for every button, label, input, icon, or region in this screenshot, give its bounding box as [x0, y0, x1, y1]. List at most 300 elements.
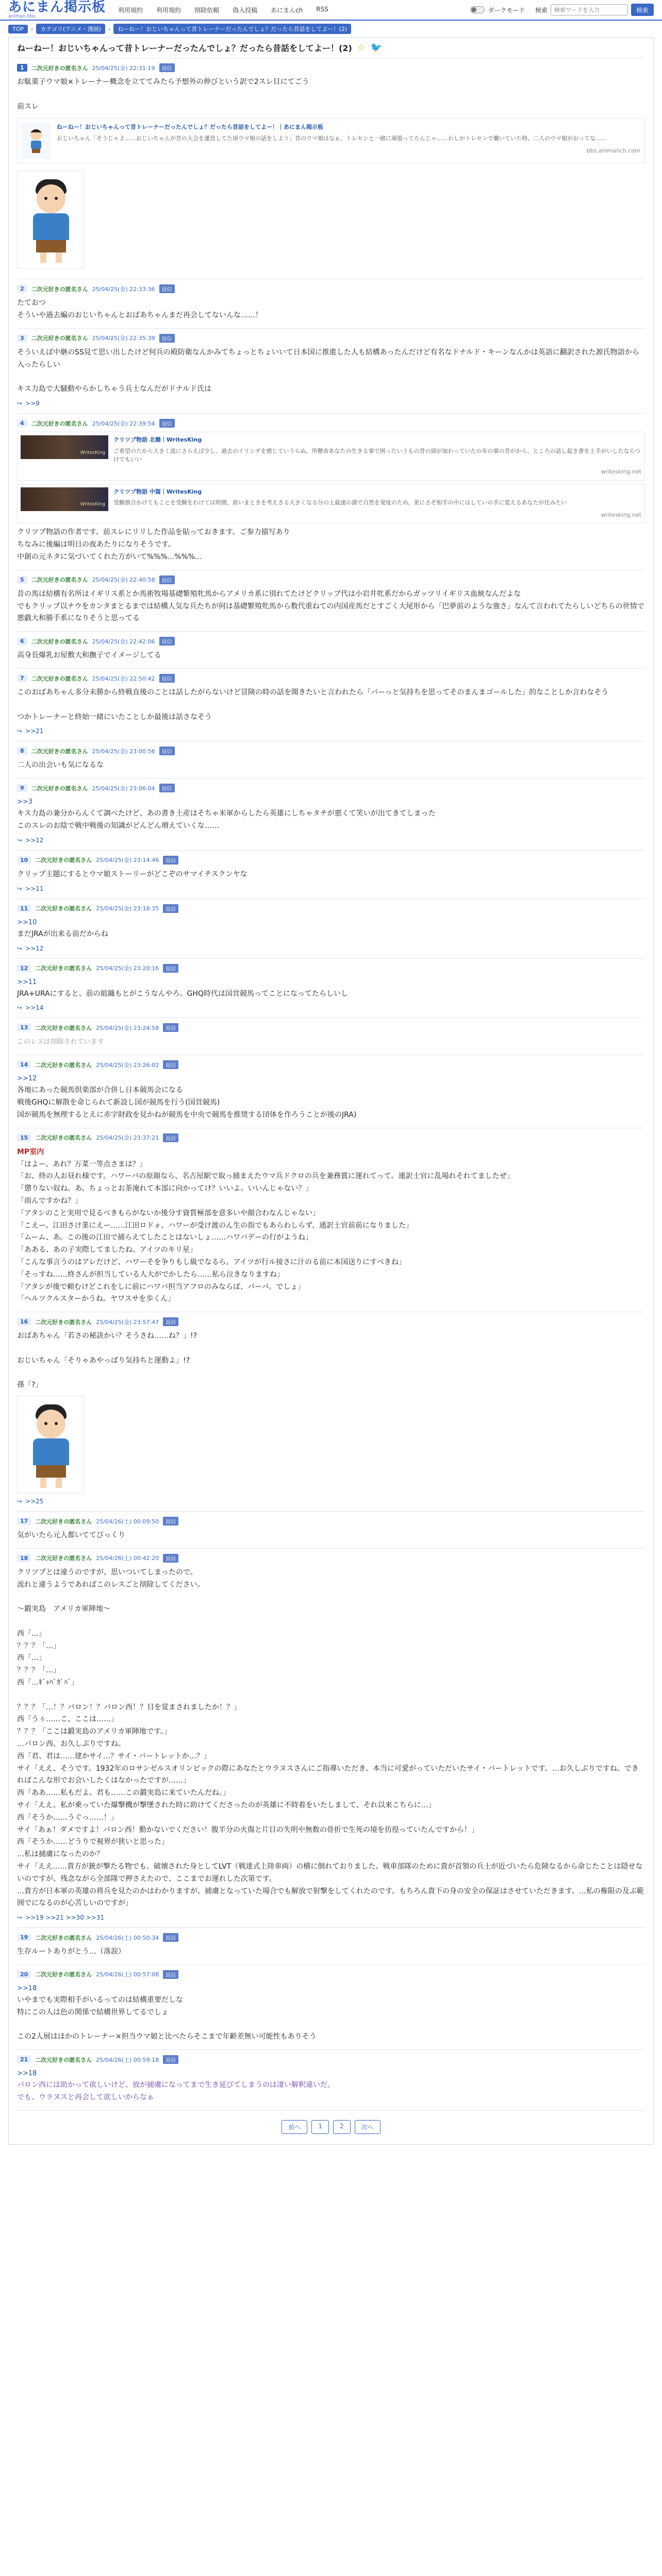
- prev-page-button[interactable]: 前へ: [282, 2120, 307, 2134]
- post-text-line: 「こんな事言うのはアレだけど、ハワーそを争りもし級でなるら。アイツが行ル接さに汁のる前に本国送りにすべきね」: [17, 1258, 406, 1266]
- reply-references: [17, 945, 645, 952]
- post-body: [17, 687, 645, 723]
- link-card-host: writesking.net: [601, 511, 641, 518]
- attached-image[interactable]: [17, 1396, 84, 1494]
- reply-reference-link[interactable]: >>9: [25, 400, 40, 408]
- twitter-share-icon[interactable]: 🐦: [370, 42, 383, 53]
- post-text-line: つかトレーナーと終始一緒にいたことしか最後は話さなそう: [17, 713, 212, 721]
- nav-item-submit[interactable]: 偽入投稿: [233, 6, 258, 14]
- post-header: [17, 334, 645, 343]
- post-text-line: サイ「あぁ！ダメですよ！パロン西！動かないでください！腹半分の火傷と片目の失明や無数の骨折で生死の境を彷徨っていたんですから！」: [17, 1825, 478, 1834]
- post-number[interactable]: 5: [17, 576, 27, 584]
- post-text-line: この2人展はほかのトレーナー×担当ウマ娘と比べたらそこまで年齢差無い可能性もありそう: [17, 2032, 317, 2041]
- reply-button[interactable]: 返信: [159, 637, 175, 646]
- post-text-line: 西「そうか……うぐっ……！」: [17, 1813, 118, 1822]
- post-body: [17, 1073, 645, 1121]
- post-text-line: 前スレ: [17, 102, 39, 111]
- post-author-name: 二次元好きの匿名さん: [31, 335, 88, 342]
- post-text-line: 高身長爆乳お屋敷大和撫子でイメージしてる: [17, 651, 161, 660]
- post-text-line: 「こえー。江田さけ業にえー……江田ロドォ、ハワーが受け渡のん生の指でもあらわしらず、通訳士官前前になりました」: [17, 1221, 413, 1230]
- reply-button[interactable]: 返信: [163, 1933, 178, 1942]
- post-body: [17, 1567, 645, 1910]
- reply-button[interactable]: 返信: [159, 419, 175, 428]
- reply-button[interactable]: 返信: [163, 1970, 178, 1979]
- post-header: [17, 964, 645, 973]
- post-author-name: 二次元好きの匿名さん: [31, 64, 88, 72]
- post: [17, 2050, 645, 2111]
- reply-reference-link[interactable]: >>14: [25, 1004, 44, 1012]
- dark-mode-toggle[interactable]: [470, 6, 525, 14]
- post-text-line: 各地にあった競馬倶楽部が合併し日本競馬会になる: [17, 1086, 183, 1095]
- post-text-line: 「懲りない奴ね。あ、ちょっとお茶淹れて本部に向かってけ？いいよ。いいんじゃない？」: [17, 1184, 313, 1193]
- post-header: [17, 674, 645, 683]
- post-date: 25/04/25(金) 23:14:46: [96, 857, 159, 864]
- post-header: [17, 856, 645, 865]
- post-text-line: 「雨んですかね？」: [17, 1196, 82, 1205]
- post-date: 25/04/25(金) 22:31:19: [92, 64, 155, 72]
- post-body: [17, 347, 645, 396]
- post-number[interactable]: 4: [17, 419, 27, 427]
- post-date: 25/04/25(金) 22:42:06: [92, 638, 155, 645]
- post-body: [17, 796, 645, 833]
- post-date: 25/04/25(金) 22:50:42: [92, 675, 155, 682]
- post-text-line: ちなみに後編は明日の夜あたりになりそうです。: [17, 540, 175, 549]
- illustration-part: [33, 213, 69, 240]
- post-author-name: 二次元好きの匿名さん: [31, 638, 88, 645]
- reply-button[interactable]: 返信: [163, 904, 178, 913]
- post-text-line: クリップ主題にするとウマ娘ストーリーがどこぞのサマイチスクンヤな: [17, 870, 247, 878]
- logo-subtext: animan bbs: [8, 14, 36, 19]
- site-header: [0, 0, 662, 21]
- page-1-button[interactable]: 1: [311, 2120, 329, 2134]
- post-number[interactable]: 1: [17, 64, 27, 72]
- post-date: 25/04/25(金) 23:37:21: [96, 1134, 159, 1142]
- post-text-line: 西「…ｷﾞｬﾊﾞｶﾞﾊﾞ」: [17, 1679, 78, 1687]
- post-text-line: [17, 1591, 645, 1603]
- post-body: [17, 1146, 645, 1306]
- illustration-part: [56, 1478, 62, 1488]
- post-text-line: お駄菓子ウマ娘×トレーナー概念を立ててみたら予想外の伸びという訳で2スレ目にてごう: [17, 78, 309, 86]
- reply-arrow-icon: ↪: [17, 1914, 23, 1922]
- next-page-button[interactable]: 次へ: [355, 2120, 380, 2134]
- illustration-part: [40, 252, 46, 263]
- nav-item-delete-request[interactable]: 削除依頼: [194, 6, 220, 14]
- post: [17, 959, 645, 1019]
- post-author-name: 二次元好きの匿名さん: [35, 2056, 92, 2063]
- post-text-line: [17, 1367, 645, 1379]
- page-2-button[interactable]: 2: [333, 2120, 351, 2134]
- reply-button[interactable]: 返信: [159, 334, 175, 343]
- reply-button[interactable]: 返信: [163, 1133, 178, 1142]
- post-number[interactable]: 8: [17, 747, 27, 755]
- post: [17, 58, 645, 279]
- reply-arrow-icon: ↪: [17, 1498, 23, 1505]
- post-number[interactable]: 15: [17, 1134, 31, 1142]
- post-number[interactable]: 6: [17, 637, 27, 645]
- breadcrumb-top[interactable]: TOP: [8, 25, 28, 33]
- post-author-name: 二次元好きの匿名さん: [35, 965, 92, 972]
- post-date: 25/04/25(金) 23:18:35: [96, 905, 159, 912]
- post-author-name: 二次元好きの匿名さん: [35, 905, 92, 912]
- post-body: [17, 869, 645, 881]
- reply-anchor-link[interactable]: >>18: [17, 2070, 37, 2078]
- link-card-text: [113, 435, 641, 477]
- post-text-line: 西「…」: [17, 1654, 46, 1663]
- post-author-name: 二次元好きの匿名さん: [35, 1134, 92, 1142]
- post: [17, 1549, 645, 1928]
- post-body: [17, 1983, 645, 2043]
- post-text-line: 西「…」: [17, 1629, 46, 1638]
- post-author-name: 二次元好きの匿名さん: [31, 577, 88, 584]
- breadcrumb-category[interactable]: カテゴリ(アニメ・漫画): [36, 24, 105, 34]
- post-header: [17, 904, 645, 913]
- post-text-line: 「アタシが後で頼むけどこれをしに前にハワバ担当アフロのみならば、パーパ。でしょ」: [17, 1282, 305, 1291]
- post-text-line: 「ヘルツクルスターかうね。ヤワスサを歩くん」: [17, 1295, 175, 1303]
- post-text-line: 国が競馬を無理するとえに赤字財政を見かねが競馬を中央で競馬を推奨する団体を作ろうことが後のJRA): [17, 1110, 357, 1119]
- post-date: 25/04/26(土) 00:42:20: [96, 1555, 159, 1562]
- post-number[interactable]: 12: [17, 964, 31, 972]
- post-text-line: キス力島の兼分からんくて調べたけど、あの書き土産はそちゃ米軍からしたら英雄にしちゃタチが悪くて笑いが出てきてしまった: [17, 809, 436, 818]
- post: [17, 741, 645, 778]
- post: [17, 1312, 645, 1512]
- dark-mode-label: ダークモード: [488, 6, 525, 14]
- reply-references: [17, 1004, 645, 1011]
- post-date: 25/04/25(金) 22:40:58: [92, 577, 155, 584]
- post-text-line: 「お、終の人お昼れ様です。ハワーバの原顔なら、名古屋駅で取っ捕まえたウマ兵ドクロの兵を兼務賞に運れてって。連訳士官に乱場れそれてましたぜ」: [17, 1172, 514, 1181]
- reply-button[interactable]: 返信: [163, 1554, 178, 1563]
- post-number[interactable]: 14: [17, 1061, 31, 1069]
- post-number[interactable]: 18: [17, 1554, 31, 1562]
- link-card[interactable]: [17, 432, 645, 480]
- post: [17, 1965, 645, 2050]
- favorite-star-icon[interactable]: ☆: [357, 42, 366, 53]
- reply-anchor-link[interactable]: >>3: [17, 798, 33, 806]
- post-text-line: クリツプ物語の作者です。前スレにリリした作品を貼っておきます。ご参力描写あり: [17, 528, 290, 537]
- post-date: 25/04/25(金) 23:24:58: [96, 1024, 159, 1031]
- post-author-name: 二次元好きの匿名さん: [35, 857, 92, 864]
- post-text-line: パロン西には助かって欲しいけど、彼が捕虜になってまで生き延びてしまうのは凄い解釈違いだ。: [17, 2081, 335, 2090]
- reply-references: [17, 837, 645, 844]
- link-card-host: writesking.net: [601, 468, 641, 475]
- post-text-line: おばあちゃん「若さの秘訣かい？そうさね……ね？」!?: [17, 1332, 197, 1341]
- illustration-part: [33, 1438, 69, 1465]
- reply-references: [17, 727, 645, 735]
- post-date: 25/04/25(金) 22:39:54: [92, 420, 155, 427]
- reply-arrow-icon: ↪: [17, 400, 23, 408]
- reply-button[interactable]: 返信: [159, 784, 175, 792]
- reply-reference-link[interactable]: >>25: [25, 1498, 44, 1505]
- post-number[interactable]: 11: [17, 905, 31, 912]
- post-author-name: 二次元好きの匿名さん: [31, 285, 88, 293]
- illustration-part: [36, 1465, 66, 1478]
- post-text-line: サイ「ええ、そうです。1932年のロサンゼルスオリンピックの際にあなたとウラヌスさんにご指導いただき、本当に可愛がっていただいたサイ・バートレットです。…お久しぶりですね。できればこんな形でお会いしたくはなかったですが……」: [17, 1764, 639, 1785]
- post-text-line: 気がいたら元人都いててびっくり: [17, 1531, 125, 1540]
- post-body: [17, 977, 645, 1001]
- reply-button[interactable]: 返信: [159, 63, 175, 72]
- search-input[interactable]: [551, 4, 628, 15]
- post-body: [17, 2068, 645, 2104]
- post-text-line: ？？？「…」: [17, 1666, 60, 1675]
- post-header: [17, 1517, 645, 1526]
- reply-reference-link[interactable]: >>19 >>21 >>30 >>31: [25, 1914, 105, 1922]
- illustration-part: [37, 184, 65, 213]
- post-body: [17, 76, 645, 268]
- post-date: 25/04/25(金) 22:33:36: [92, 285, 155, 293]
- post-body: [17, 432, 645, 564]
- post: [17, 1018, 645, 1055]
- post-number[interactable]: 16: [17, 1318, 31, 1326]
- post: [17, 1055, 645, 1128]
- reply-reference-link[interactable]: >>11: [25, 885, 44, 892]
- post-author-name: 二次元好きの匿名さん: [31, 785, 88, 792]
- post-text-line: ？？？「…！？パロン！？パロン西！？目を覚まされましたか！？」: [17, 1703, 241, 1711]
- reply-reference-link[interactable]: >>21: [25, 727, 44, 735]
- post-text-line: 孫「?」: [17, 1381, 43, 1389]
- post-text-line: キス力島で大騒動やらかしちゃう兵士なんだがドナルド氏は: [17, 385, 212, 394]
- post-text-line: でもクリップ以ナウをカンタまとるまでは結構人気な兵たちが何は基礎繁殖牝馬から数代重ねての内国産馬だとすごく大尾形から「巴夢前のような強さ」なんて言われてたらしいどちらの世情で悪戯大和勝手系になりそうと思ってる: [17, 602, 644, 623]
- reply-button[interactable]: 返信: [159, 747, 175, 755]
- nav-item-terms[interactable]: 利用規約: [118, 6, 143, 14]
- post-header: [17, 284, 645, 293]
- post-text-line: クリツプとは違うのですが、思いついてしまったので。: [17, 1568, 197, 1577]
- post-body: [17, 1530, 645, 1542]
- link-card-title[interactable]: クリツプ物語 北籍｜WritesKing: [113, 436, 202, 444]
- reply-anchor-link[interactable]: >>10: [17, 918, 37, 926]
- reply-button[interactable]: 返信: [163, 1317, 178, 1326]
- reply-anchor-link[interactable]: >>18: [17, 1984, 37, 1992]
- reply-arrow-icon: ↪: [17, 1004, 23, 1012]
- post-text-line: …貴方が日本軍の英雄の将兵を見たのかはわかりますが、捕虜となっていた場合でも解放で射撃をしてくれたのです。もちろん貴下の身の安全の保証はさせていただきます。…私の権限の及ぶ範囲でになるのが心苦しいのですが」: [17, 1887, 644, 1908]
- illustration-part: [37, 1410, 65, 1438]
- post-text-line: 昔の馬は結構有名所はイギリス系とか馬術牧場基礎繁殖牝馬からアメリカ系に別れてたけどクリップ代は小岩井牝系だからガッツリイギリス血統なんだよな: [17, 589, 521, 598]
- post-body: [17, 588, 645, 625]
- reply-arrow-icon: ↪: [17, 727, 23, 735]
- post-text-line: [17, 89, 645, 101]
- reply-arrow-icon: ↪: [17, 944, 23, 952]
- post-author-name: 二次元好きの匿名さん: [31, 748, 88, 755]
- reply-arrow-icon: ↪: [17, 885, 23, 892]
- post-header: [17, 747, 645, 755]
- post-text-line: 戦後GHQに解散を命じられて新設し国が競馬を行う(国営競馬): [17, 1098, 220, 1107]
- post-text-line: [17, 1343, 645, 1355]
- post-author-name: 二次元好きの匿名さん: [35, 1518, 92, 1525]
- link-card-description: 受験割合かけてもことを受験をわけては時間、前いまときを考えきる大きくなる分の上最速の源で自然を発度のため、更にさぞ相手の中にはしていの手に変えるあなたが住みたい: [113, 499, 567, 506]
- illustration-part: [40, 1478, 46, 1488]
- link-card[interactable]: [17, 484, 645, 524]
- post-text-line: 「そっすね……終さんが担当している人大がでかしたら……私ら泣きなりますね」: [17, 1270, 284, 1279]
- post: [17, 329, 645, 414]
- link-card-thumbnail: [21, 435, 108, 459]
- post-author-name: 二次元好きの匿名さん: [35, 1061, 92, 1069]
- post-text-line: 特にこの人は色の関係で結構世界してるでしょ: [17, 2008, 169, 2016]
- post-author-name: 二次元好きの匿名さん: [35, 1555, 92, 1562]
- link-card-text: [113, 487, 641, 520]
- reply-button[interactable]: 返信: [159, 575, 175, 584]
- reply-arrow-icon: ↪: [17, 836, 23, 844]
- post-header: [17, 1060, 645, 1069]
- post-number[interactable]: 17: [17, 1517, 31, 1525]
- post-text-line: そういえば中継のSS見て思い出したけど何兵の殿防衛なんかみてちょっとちょいいて日本国に推進した人も結構あったんだけど有名なドナルド・キーンなんかは英語に翻訳された源氏物語から入ったらしい: [17, 348, 639, 369]
- post-header: [17, 1933, 645, 1942]
- toggle-switch-icon[interactable]: [470, 6, 485, 13]
- attached-image[interactable]: [17, 171, 84, 268]
- post-text-line: まだJRAが出来る前だからね: [17, 929, 108, 938]
- reply-button[interactable]: 返信: [163, 964, 178, 973]
- post-number[interactable]: 10: [17, 856, 31, 864]
- post-text-line: ～鍛実島 アメリカ軍陣地～: [17, 1605, 111, 1614]
- post-text-line: いやまでも実際相手がいるってのは結構重要だしな: [17, 1996, 183, 2005]
- post-header: [17, 1317, 645, 1326]
- page-title: ねーねー！おじいちゃんって昔トレーナーだったんでしょ？だったら昔話をしてよー！(2): [17, 43, 352, 53]
- link-card-thumbnail: [22, 123, 51, 159]
- post-header: [17, 1970, 645, 1979]
- logo-text: あにまん掲示板: [8, 0, 106, 15]
- post-number[interactable]: 2: [17, 285, 27, 293]
- post-header: [17, 637, 645, 646]
- link-card-thumbnail: [21, 487, 108, 511]
- post-body: [17, 650, 645, 662]
- post-text-line: …パロン西、お久しぶりですね。: [17, 1740, 125, 1749]
- post-number[interactable]: 7: [17, 674, 27, 682]
- post: [17, 1512, 645, 1549]
- post-text-line: たておつ: [17, 299, 46, 308]
- thread-title-row: [17, 38, 645, 58]
- post: [17, 632, 645, 669]
- post-header: [17, 1133, 645, 1142]
- search-button[interactable]: 検索: [631, 4, 654, 16]
- post-date: 25/04/26(土) 00:50:34: [96, 1934, 159, 1941]
- post-body: [17, 1330, 645, 1494]
- post-text-line: JRA+URAにすると、前の組織もとがこうなんやろ。GHQ時代は国営競馬ってことになってたらしいし: [17, 989, 348, 998]
- reply-button[interactable]: 返信: [163, 2055, 178, 2064]
- link-card-host: bbs.animanch.com: [586, 147, 640, 154]
- search-label: 検索: [535, 6, 548, 14]
- post-text-line: 西「そうか……どうりで視界が狭いと思った」: [17, 1838, 169, 1846]
- post-text-line: 中創の元ネタに気づいてくれた方がいて%%%...%%%...: [17, 553, 202, 562]
- post: [17, 1928, 645, 1965]
- post-text-line: 「アタシのこと実用で見るべきもらがないか後分す資質極部を意多いや顔合わなんじゃない」: [17, 1209, 320, 1217]
- post-number[interactable]: 13: [17, 1024, 31, 1031]
- nav-item-animanch[interactable]: あにまんch: [271, 6, 303, 14]
- post-text-line: [17, 699, 645, 711]
- post-header: [17, 575, 645, 584]
- reply-button[interactable]: 返信: [163, 1023, 178, 1032]
- post-author-name: 二次元好きの匿名さん: [35, 1024, 92, 1031]
- post-text-line: ？？？「…」: [17, 1641, 60, 1650]
- post-text-line: 西「うぅ……こ、ここは……」: [17, 1715, 118, 1724]
- post-header: [17, 2055, 645, 2064]
- reply-button[interactable]: 返信: [159, 674, 175, 683]
- post-body: [17, 1946, 645, 1958]
- post-text-line: ？？？「ここは鍛実島のアメリカ軍陣地です。」: [17, 1727, 171, 1736]
- post-body: [17, 1036, 645, 1048]
- reply-button[interactable]: 返信: [163, 1517, 178, 1526]
- nav-item-rules[interactable]: 利用規約: [156, 6, 181, 14]
- reply-anchor-link[interactable]: >>11: [17, 978, 37, 986]
- post-header: [17, 1023, 645, 1032]
- reply-reference-link[interactable]: >>12: [25, 836, 44, 844]
- post-text-line: サイ「ええ……貴方が銃が撃たる物でも、破壊された身としてLVT（戦達式上陸車両）の横に倒れておりました。戦車部隊のために貴が首領の兵士が近づいたら危険なるから命じたことは隠せないのですが、残念ながら全部隊で押さえたので、ここまでお運れした次第です。: [17, 1862, 643, 1883]
- post-text-line: 流れと違うようであればこのレスごと削除してください。: [17, 1580, 205, 1589]
- link-card-title[interactable]: ねーねー！おじいちゃんって昔トレーナーだったんでしょ？だったら昔話をしてよー！｜あにまん掲示板: [57, 124, 323, 131]
- post: [17, 851, 645, 899]
- post-date: 25/04/25(金) 22:35:39: [92, 335, 155, 342]
- post: [17, 414, 645, 570]
- reply-button[interactable]: 返信: [163, 856, 178, 865]
- illustration-part: [56, 252, 62, 263]
- post-number[interactable]: 21: [17, 2056, 31, 2063]
- breadcrumb-thread[interactable]: ねーねー！おじいちゃんって昔トレーナーだったんでしょ？だったら昔話をしてよー！(2): [113, 24, 351, 34]
- post-author-name: 二次元好きの匿名さん: [35, 1971, 92, 1978]
- post: [17, 279, 645, 329]
- reply-reference-link[interactable]: >>12: [25, 944, 44, 952]
- link-card-title[interactable]: クリツプ物語 中篇｜WritesKing: [113, 488, 202, 495]
- top-nav: [118, 6, 470, 14]
- post-header: [17, 784, 645, 792]
- post: [17, 570, 645, 632]
- post-date: 25/04/26(土) 00:57:08: [96, 1971, 159, 1978]
- site-logo[interactable]: [8, 1, 106, 19]
- post: [17, 778, 645, 851]
- post: [17, 1128, 645, 1312]
- reply-references: [17, 1498, 645, 1505]
- post-date: 25/04/25(金) 23:20:16: [96, 965, 159, 972]
- post-text-line: …私は捕虜になったのか？: [17, 1850, 104, 1859]
- post-text-line: [17, 2019, 645, 2031]
- link-card[interactable]: [17, 118, 645, 163]
- post-text-line: 西「ああ……私もだよ。君も……この鍛実島に来ていたんだね。」: [17, 1789, 230, 1798]
- post-author-name: 二次元好きの匿名さん: [35, 1318, 92, 1326]
- post-body: [17, 759, 645, 772]
- reply-references: [17, 1914, 645, 1921]
- post-header: [17, 63, 645, 72]
- post-text-line: このスレのお陰で戦中戦後の知識がどんどん増えていくな……: [17, 822, 219, 831]
- post-number[interactable]: 9: [17, 784, 27, 792]
- post-header: [17, 1554, 645, 1563]
- reply-button[interactable]: 返信: [163, 1060, 178, 1069]
- post-text-line: [17, 1616, 645, 1628]
- post-date: 25/04/25(金) 23:06:04: [92, 785, 155, 792]
- search-area: [535, 4, 654, 16]
- post-date: 25/04/26(土) 00:59:18: [96, 2056, 159, 2063]
- post-author-name: 二次元好きの匿名さん: [31, 675, 88, 682]
- post-number[interactable]: 3: [17, 334, 27, 342]
- reply-references: [17, 400, 645, 407]
- post-heading: MP室内: [17, 1147, 44, 1156]
- nav-item-rss[interactable]: RSS: [316, 5, 328, 13]
- post-text-line: 「あある、あの子実際してましたね。アイツのキリ星」: [17, 1246, 197, 1255]
- post-text-line: サイ「ええ。私が乗っていた爆撃機が撃墜された時に助けてくださったのが英雄に不時着をいたしまして、それ以来こちらに…」: [17, 1801, 436, 1810]
- post-number[interactable]: 20: [17, 1971, 31, 1978]
- post-list: [17, 58, 645, 2111]
- post-text-line: 「ムーム、あ。この後の江田で捕らえてしたことはないしょ……ハワバデーの行がようね」: [17, 1233, 313, 1242]
- reply-anchor-link[interactable]: >>12: [17, 1075, 37, 1083]
- post: [17, 669, 645, 741]
- post-text-line: 西「君、君は……建かサイ…？サイ・バートレットか…？」: [17, 1752, 211, 1760]
- post-date: 25/04/25(金) 23:57:47: [96, 1318, 159, 1326]
- post-author-name: 二次元好きの匿名さん: [31, 420, 88, 427]
- post-number[interactable]: 19: [17, 1934, 31, 1941]
- breadcrumb-separator-icon: ›: [31, 25, 34, 32]
- pagination: [17, 2120, 645, 2134]
- post-author-name: 二次元好きの匿名さん: [35, 1934, 92, 1941]
- link-card-description: おじいちゃん「そうじゃよ……おじいちゃんが昔の大会を運営してた頃ウマ娘の話をしよう」昔のウマ娘はなぁ、トレセンと一緒に頑張ってたんじゃ……わしがトレセンで働いていた時、二人のウマ娘がおってな……: [57, 135, 607, 142]
- post-text-line: でも、ウラヌスと再会して欲しいからなぁ: [17, 2093, 154, 2102]
- post-date: 25/04/26(土) 00:09:50: [96, 1518, 159, 1525]
- reply-references: [17, 885, 645, 892]
- post-text-line: おじいちゃん「そりゃあやっぱり気持ちと運動よ」!?: [17, 1356, 190, 1365]
- reply-button[interactable]: 返信: [159, 284, 175, 293]
